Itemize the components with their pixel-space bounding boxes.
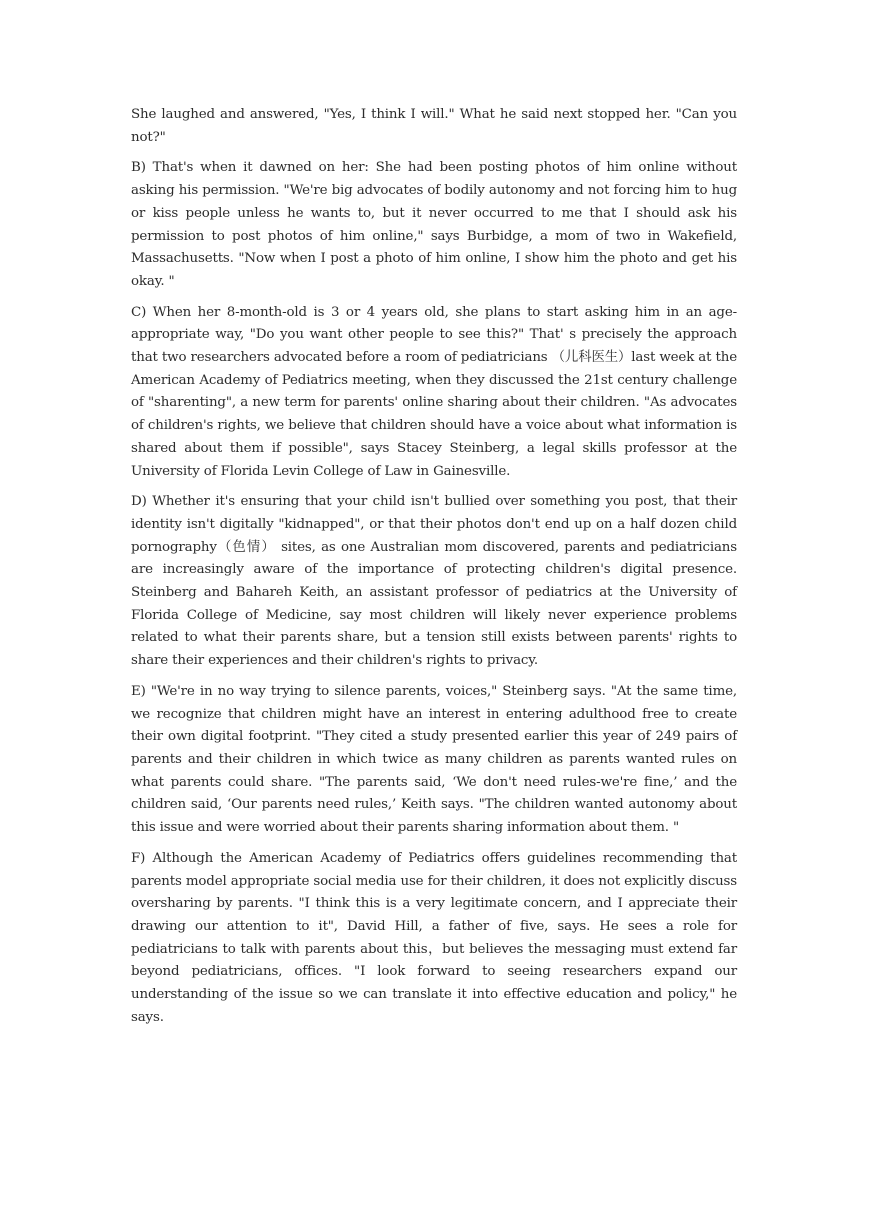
paragraph-b: B) That's when it dawned on her: She had been posting photos of him online without asking his permission. "We're big advocates of bodily autonomy and not forcing him to hug or kiss people unless he wants to, but it never occurred to me that I should ask his permission to post photos of him online," says Burbidge, a mom of two in Wakefield, Massachusetts. "Now when I post a photo of him online, I show him the photo and get his okay. "	[131, 160, 737, 289]
paragraph-f: F) Although the American Academy of Pediatrics offers guidelines recommending that parents model appropriate social media use for their children, it does not explicitly discuss oversharing by parents. "I think this is a very legitimate concern, and I appreciate their drawing our attention to it", David Hill, a father of five, says. He sees a role for pediatricians to talk with parents about this，but believes the messaging must extend far beyond pediatricians, offices. "I look forward to seeing researchers expand our understanding of the issue so we can translate it into effective education and policy," he says.	[131, 850, 737, 1025]
paragraph-d: D) Whether it's ensuring that your child isn't bullied over something you post, that their identity isn't digitally "kidnapped", or that their photos don't end up on a half dozen child pornography（色情） sites, as one Australian mom discovered, parents and pediatricians are increasingly aware of the importance of protecting children's digital presence. Steinberg and Bahareh Keith, an assistant professor of pediatrics at the University of Florida College of Medicine, say most children will likely never experience problems related to what their parents share, but a tension still exists between parents' rights to share their experiences and their children's rights to privacy.	[131, 494, 737, 669]
paragraph-intro: She laughed and answered, "Yes, I think I will." What he said next stopped her. "Can you not?"	[131, 107, 737, 145]
paragraph-c: C) When her 8-month-old is 3 or 4 years old, she plans to start asking him in an age-appropriate way, "Do you want other people to see this?" That' s precisely the approach that two researchers advocated before a room of pediatricians （儿科医生）last week at the American Academy of Pediatrics meeting, when they discussed the 21st century challenge of "sharenting", a new term for parents' online sharing about their children. "As advocates of children's rights, we believe that children should have a voice about what information is shared about them if possible", says Stacey Steinberg, a legal skills professor at the University of Florida Levin College of Law in Gainesville.	[131, 304, 737, 479]
document-page	[131, 104, 737, 1037]
paragraph-e: E) "We're in no way trying to silence parents, voices," Steinberg says. "At the same time, we recognize that children might have an interest in entering adulthood free to create their own digital footprint. "They cited a study presented earlier this year of 249 pairs of parents and their children in which twice as many children as parents wanted rules on what parents could share. "The parents said, ‘We don't need rules-we're fine,’ and the children said, ‘Our parents need rules,’ Keith says. "The children wanted autonomy about this issue and were worried about their parents sharing information about them. "	[131, 683, 737, 836]
